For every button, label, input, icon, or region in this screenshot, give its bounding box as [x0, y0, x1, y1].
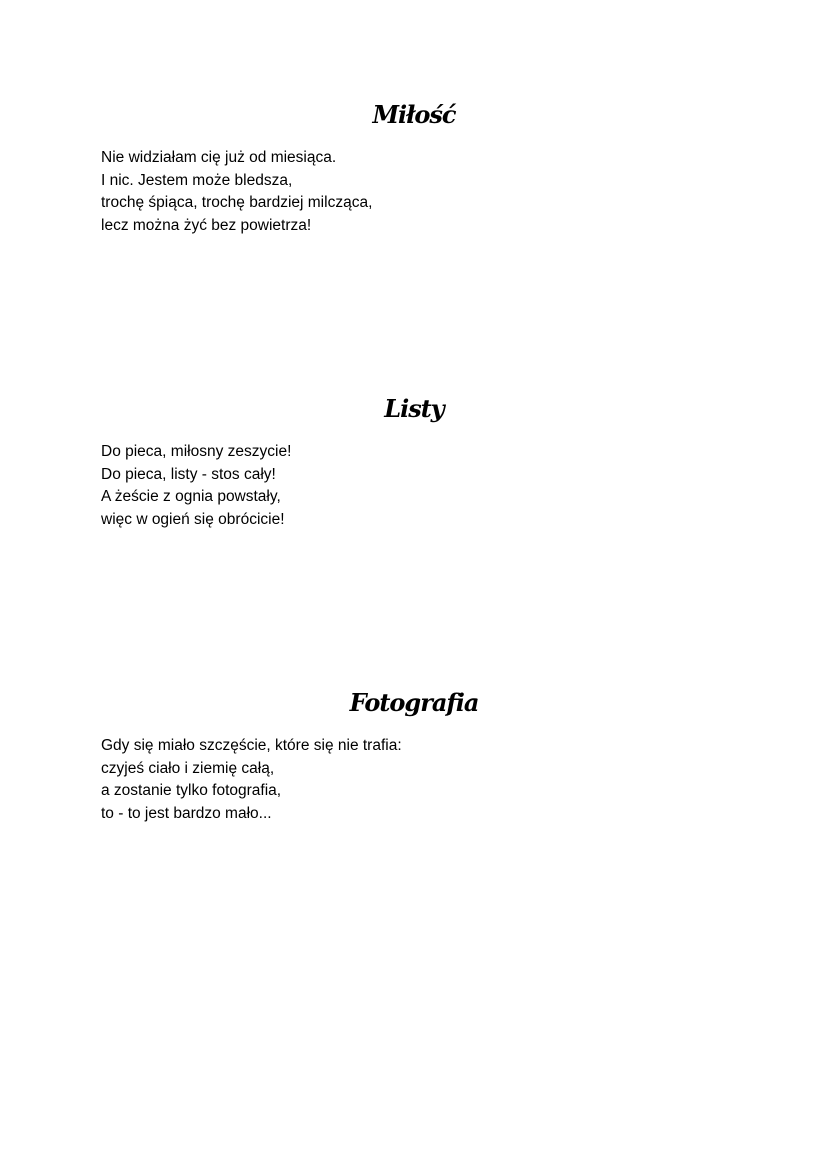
poem-line: A żeście z ognia powstały, [101, 488, 281, 505]
poem-line: czyjeś ciało i ziemię całą, [101, 759, 275, 777]
poem-line: Nie widziałam cię już od miesiąca. [101, 149, 337, 166]
poem-line: Do pieca, listy - stos cały! [101, 465, 276, 483]
poem-line: trochę śpiąca, trochę bardziej milcząca, [101, 194, 373, 211]
poem-title: Listy [384, 394, 444, 423]
poem-line: I nic. Jestem może bledsza, [101, 171, 293, 189]
poem-body [101, 735, 402, 825]
poem-line: lecz można żyć bez powietrza! [101, 216, 312, 234]
poem-line: Do pieca, miłosny zeszycie! [101, 443, 292, 460]
poem-title: Fotografia [349, 688, 479, 717]
poem-line: więc w ogień się obrócicie! [101, 510, 285, 528]
poem-title: Miłość [372, 100, 456, 129]
poem-line: a zostanie tylko fotografia, [101, 782, 282, 799]
poem-body [101, 147, 372, 237]
poem-body [101, 441, 291, 531]
poem-line: to - to jest bardzo mało... [101, 804, 272, 822]
poem-line: Gdy się miało szczęście, które się nie trafia: [101, 737, 402, 754]
